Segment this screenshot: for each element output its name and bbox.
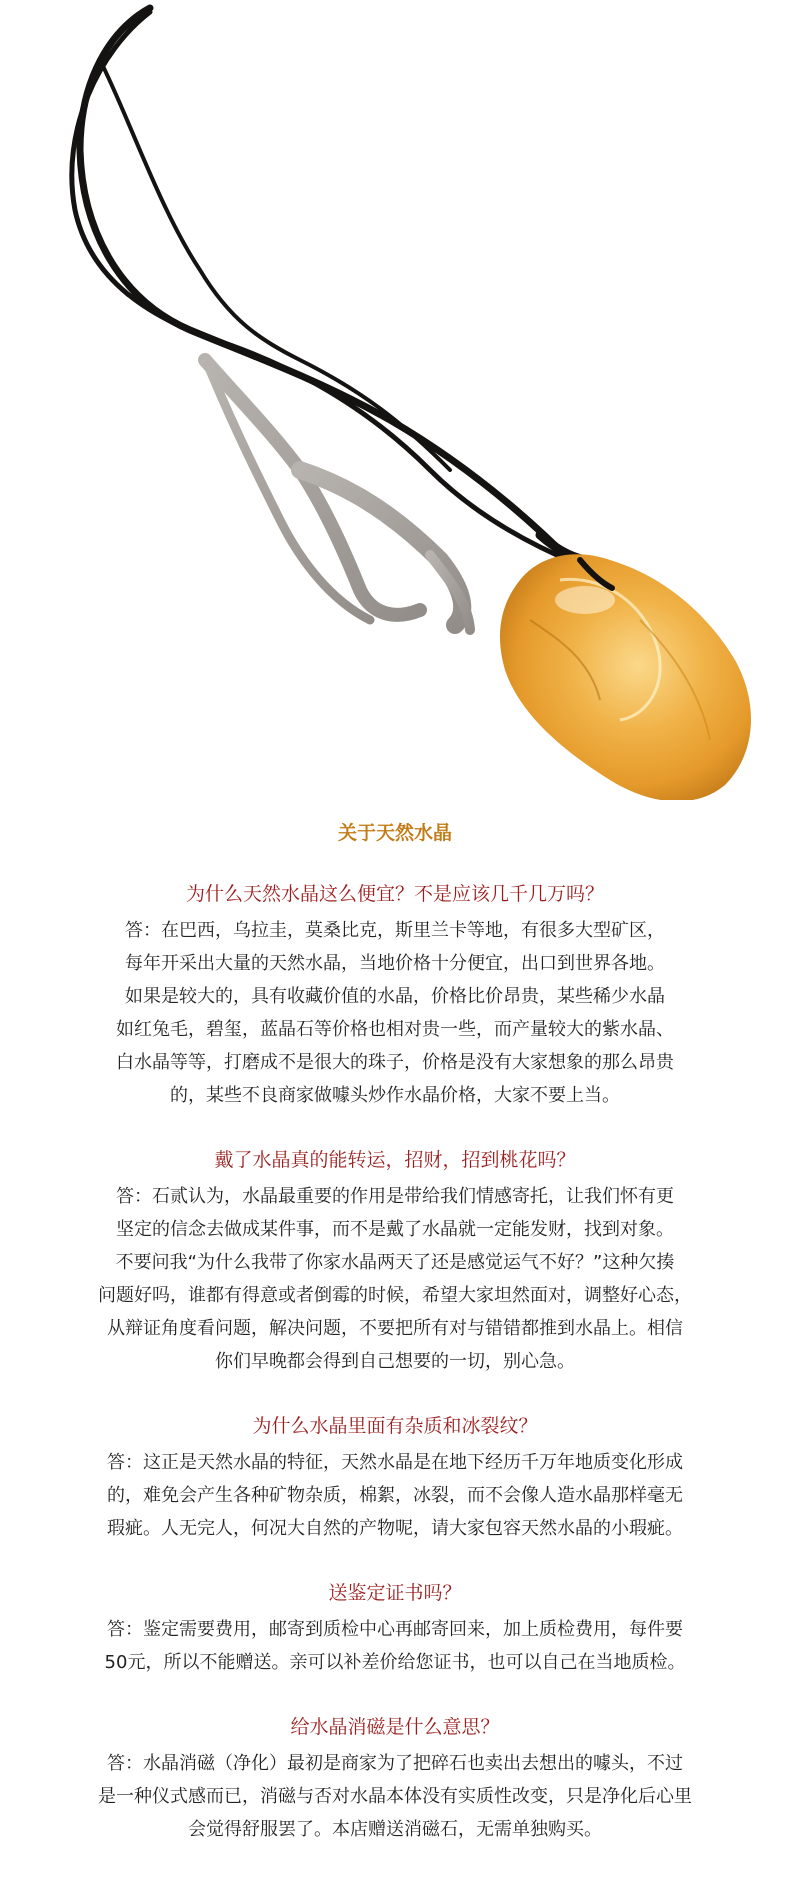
answer-line: 是一种仪式感而已，消磁与否对水晶本体没有实质性改变，只是净化后心里 bbox=[98, 1786, 692, 1807]
faq-section-impurities bbox=[0, 1412, 790, 1545]
faq-section-certificate bbox=[0, 1579, 790, 1679]
answer-line: 答：在巴西，乌拉圭，莫桑比克，斯里兰卡等地，有很多大型矿区， bbox=[125, 920, 665, 941]
faq-section-degauss bbox=[0, 1713, 790, 1846]
faq-question: 为什么天然水晶这么便宜？不是应该几千几万吗？ bbox=[185, 883, 604, 905]
answer-line: 答：石贰认为，水晶最重要的作用是带给我们情感寄托，让我们怀有更 bbox=[116, 1186, 674, 1207]
cord-shadow bbox=[205, 360, 470, 630]
answer-line: 你们早晚都会得到自己想要的一切，别心急。 bbox=[215, 1351, 575, 1372]
answer-line: 瑕疵。人无完人，何况大自然的产物呢，请大家包容天然水晶的小瑕疵。 bbox=[107, 1518, 683, 1539]
faq-answer bbox=[0, 1446, 790, 1545]
faq-question: 戴了水晶真的能转运，招财，招到桃花吗？ bbox=[214, 1149, 576, 1171]
answer-line: 的，难免会产生各种矿物杂质，棉絮，冰裂，而不会像人造水晶那样毫无 bbox=[107, 1485, 683, 1506]
citrine-pendant-image bbox=[0, 0, 790, 800]
answer-line: 从辩证角度看问题，解决问题，不要把所有对与错错都推到水晶上。相信 bbox=[107, 1318, 683, 1339]
faq-answer bbox=[0, 1747, 790, 1846]
answer-line: 的，某些不良商家做噱头炒作水晶价格，大家不要上当。 bbox=[170, 1085, 620, 1106]
answer-line: 问题好吗，谁都有得意或者倒霉的时候，希望大家坦然面对，调整好心态， bbox=[98, 1285, 692, 1306]
faq-answer bbox=[0, 1613, 790, 1679]
answer-line: 会觉得舒服罢了。本店赠送消磁石，无需单独购买。 bbox=[188, 1819, 602, 1840]
faq-content bbox=[0, 820, 790, 1846]
answer-line: 如红兔毛，碧玺，蓝晶石等价格也相对贵一些，而产量较大的紫水晶、 bbox=[116, 1019, 674, 1040]
faq-question: 送鉴定证书吗？ bbox=[328, 1582, 462, 1604]
citrine-gem bbox=[500, 554, 751, 800]
faq-section-luck bbox=[0, 1146, 790, 1378]
faq-answer bbox=[0, 914, 790, 1112]
answer-line: 如果是较大的，具有收藏价值的水晶，价格比价昂贵，某些稀少水晶 bbox=[125, 986, 665, 1007]
answer-line: 坚定的信念去做成某件事，而不是戴了水晶就一定能发财，找到对象。 bbox=[116, 1219, 674, 1240]
faq-answer bbox=[0, 1180, 790, 1378]
answer-line: 白水晶等等，打磨成不是很大的珠子，价格是没有大家想象的那么昂贵 bbox=[116, 1052, 674, 1073]
answer-line: 答：水晶消磁（净化）最初是商家为了把碎石也卖出去想出的噱头，不过 bbox=[107, 1753, 683, 1774]
faq-question: 为什么水晶里面有杂质和冰裂纹？ bbox=[252, 1415, 538, 1437]
answer-line: 每年开采出大量的天然水晶，当地价格十分便宜，出口到世界各地。 bbox=[125, 953, 665, 974]
page-title: 关于天然水晶 bbox=[337, 822, 452, 844]
answer-line: 不要问我“为什么我带了你家水晶两天了还是感觉运气不好？”这种欠揍 bbox=[115, 1252, 675, 1273]
answer-line: 答：鉴定需要费用，邮寄到质检中心再邮寄回来，加上质检费用，每件要 bbox=[107, 1619, 683, 1640]
faq-section-price bbox=[0, 880, 790, 1112]
faq-question: 给水晶消磁是什么意思？ bbox=[290, 1716, 500, 1738]
answer-line: 答：这正是天然水晶的特征，天然水晶是在地下经历千万年地质变化形成 bbox=[107, 1452, 683, 1473]
answer-line: 50元，所以不能赠送。亲可以补差价给您证书，也可以自己在当地质检。 bbox=[104, 1652, 686, 1673]
